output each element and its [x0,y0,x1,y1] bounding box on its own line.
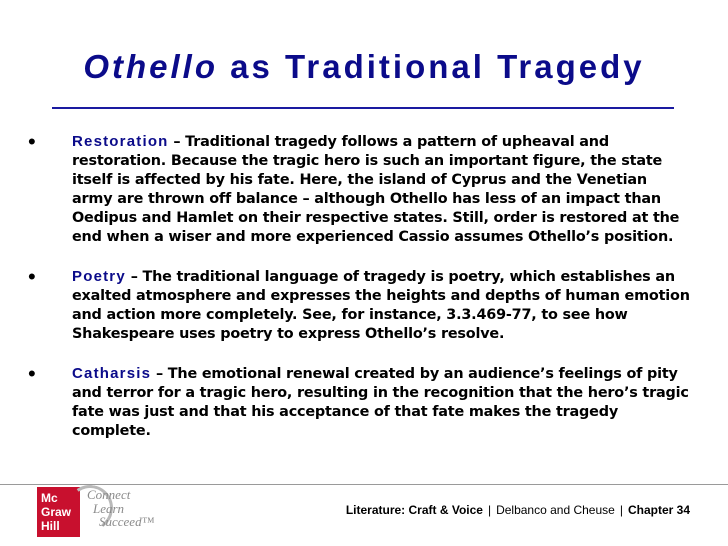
bullet-dot-icon: • [28,361,36,386]
bullet-text: – The traditional language of tragedy is poetry, which establishes an exalted atmosphere and expresses the heights and depths of human emotion and action more completely. See, for instance, 3.3.469-77, to see how Shakespeare uses poetry to express Othello’s resolve. [72,269,690,342]
bullet-item [22,361,690,441]
authors: Delbanco and Cheuse [496,503,615,517]
logo-mark: Mc Graw Hill [37,487,80,537]
bullet-text: – Traditional tragedy follows a pattern of upheaval and restoration. Because the tragic hero is such an important figure, the state itself is affected by his fate. Here, the island of Cyprus and the Venetian army are thrown off balance – although Othello has less of an impact than Oedipus and Hamlet on their respective states. Still, order is restored at the end when a wiser and more experienced Cassio assumes Othello’s position. [72,134,680,245]
bullet-item [22,129,690,247]
chapter-label: Chapter 34 [627,503,690,517]
bullet-item [22,264,690,344]
bullet-list [22,129,690,461]
bullet-term: Poetry [72,268,126,285]
bullet-term: Restoration [72,133,169,150]
logo-tagline: Connect Learn Succeed™ [87,487,155,529]
bullet-dot-icon: • [28,129,36,154]
footer-citation: Literature: Craft & Voice | Delbanco and Cheuse | Chapter 34 [345,503,690,517]
slide-title [0,48,728,86]
bullet-dot-icon: • [28,264,36,289]
bullet-term: Catharsis [72,365,152,382]
bullet-text: – The emotional renewal created by an audience’s feelings of pity and terror for a tragic hero, resulting in the recognition that the hero’s tragic fate was just and that his acceptance of that fate makes the tragedy complete. [72,366,689,439]
title-divider [52,107,674,109]
footer-divider [0,484,728,485]
title-rest: as Traditional Tragedy [218,48,645,85]
title-italic-part: Othello [83,48,219,85]
book-title: Literature: Craft & Voice [345,503,483,517]
